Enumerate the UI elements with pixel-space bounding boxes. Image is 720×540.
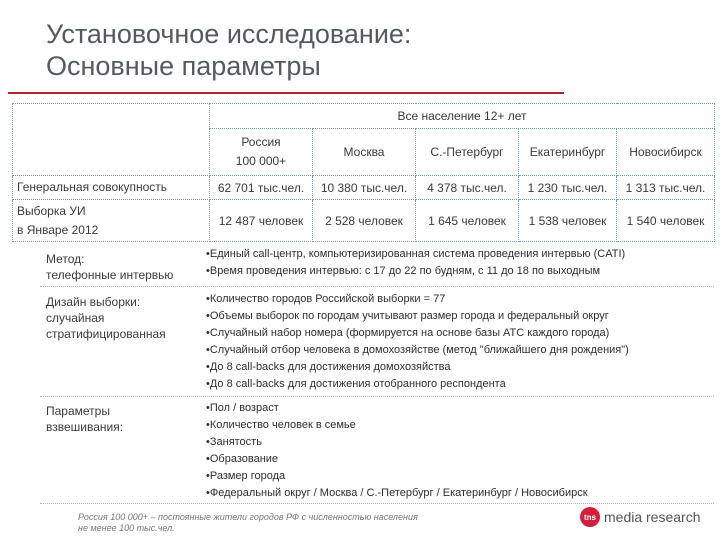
section-divider [40, 286, 714, 287]
column-header-ekaterinburg: Екатеринбург [519, 129, 617, 176]
column-header-spb: С.-Петербург [416, 129, 519, 176]
page-title [46, 18, 606, 82]
column-header-russia [210, 129, 313, 176]
footnote-line: Россия 100 000+ – постоянные жители городов РФ с численностью населения [78, 512, 418, 522]
section-label-weighting [46, 403, 123, 435]
row-label-line2: в Январе 2012 [17, 222, 99, 237]
section-label-method [46, 251, 173, 283]
tns-logo [580, 507, 701, 527]
page-title-line1: Установочное исследование: [46, 19, 412, 49]
list-item: •Пол / возраст [206, 402, 279, 414]
row-label-sample [13, 200, 210, 242]
list-item: •Образование [206, 453, 279, 465]
section-label-sample-design [46, 294, 166, 342]
column-header-line2: 100 000+ [235, 154, 287, 168]
page-title-line2: Основные параметры [46, 51, 321, 81]
table-cell: 1 313 тыс.чел. [617, 176, 715, 200]
section-label-line: случайная [46, 311, 105, 325]
tns-logo-icon: tns [580, 507, 600, 527]
footer-divider [40, 503, 714, 504]
section-label-line: Параметры [46, 404, 110, 418]
section-label-line: стратифицированная [46, 327, 166, 341]
table-cell: 62 701 тыс.чел. [210, 176, 313, 200]
section-label-line: Метод: [46, 252, 85, 266]
section-label-line: Дизайн выборки: [46, 295, 141, 309]
column-header-line1: Россия [241, 135, 281, 149]
list-item: •Случайный отбор человека в домохозяйстве (метод "ближайшего дня рождения") [206, 344, 629, 356]
list-item: •Случайный набор номера (формируется на основе базы АТС каждого города) [206, 327, 610, 339]
logo-text: media research [604, 509, 701, 525]
footnote-line: не менее 100 тыс.чел. [78, 523, 175, 533]
table-cell: 2 528 человек [313, 200, 416, 242]
list-item: •Количество городов Российской выборки = 77 [206, 293, 446, 305]
header-all-population: Все население 12+ лет [210, 104, 715, 129]
section-label-line: взвешивания: [46, 420, 124, 434]
section-divider [40, 396, 714, 397]
parameters-table [12, 103, 715, 242]
table-row [13, 200, 715, 242]
table-cell: 1 540 человек [617, 200, 715, 242]
table-cell: 1 645 человек [416, 200, 519, 242]
table-cell: 12 487 человек [210, 200, 313, 242]
row-label-general-population: Генеральная совокупность [13, 176, 210, 200]
list-item: •Занятость [206, 436, 262, 448]
table-cell: 1 538 человек [519, 200, 617, 242]
row-label-line1: Выборка УИ [17, 203, 86, 218]
section-bullets-weighting [206, 400, 711, 502]
section-bullets-sample-design [206, 291, 711, 393]
table-cell: 10 380 тыс.чел. [313, 176, 416, 200]
column-header-moscow: Москва [313, 129, 416, 176]
title-underline [8, 92, 564, 95]
list-item: •Время проведения интервью: с 17 до 22 по будням, с 11 до 18 по выходным [206, 265, 601, 277]
list-item: •Объемы выборок по городам учитывают размер города и федеральный округ [206, 310, 609, 322]
column-header-novosibirsk: Новосибирск [617, 129, 715, 176]
table-cell: 4 378 тыс.чел. [416, 176, 519, 200]
section-bullets-method [206, 246, 711, 280]
list-item: •Единый call-центр, компьютеризированная система проведения интервью (CATI) [206, 248, 626, 260]
list-item: •До 8 call-backs для достижения отобранного респондента [206, 378, 506, 390]
list-item: •Федеральный округ / Москва / С.-Петербург / Екатеринбург / Новосибирск [206, 487, 588, 499]
table-row [13, 176, 715, 200]
list-item: •Размер города [206, 470, 286, 482]
list-item: •До 8 call-backs для достижения домохозяйства [206, 361, 451, 373]
table-cell: 1 230 тыс.чел. [519, 176, 617, 200]
table-corner-cell [13, 104, 210, 176]
footnote [78, 512, 418, 534]
list-item: •Количество человек в семье [206, 419, 356, 431]
section-label-line: телефонные интервью [46, 268, 174, 282]
